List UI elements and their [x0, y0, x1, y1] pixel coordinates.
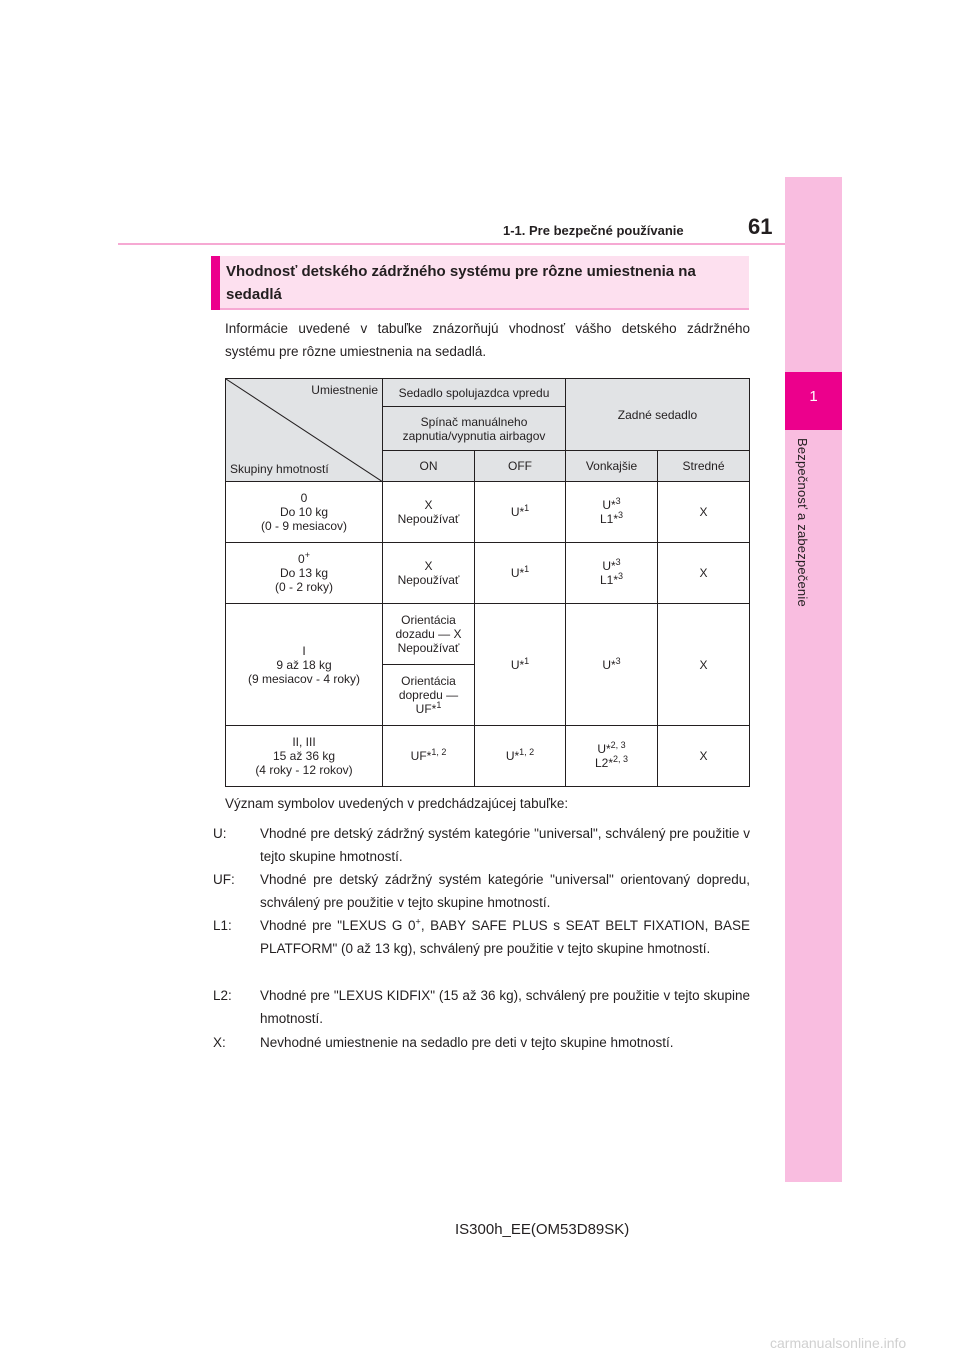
row-group-i — [226, 604, 383, 726]
cell-outer — [566, 726, 658, 787]
legend-title: Význam symbolov uvedených v predchádzajúcej tabuľke: — [225, 796, 569, 811]
legend-key: L2: — [213, 988, 232, 1003]
footnote-ref: 3 — [618, 510, 624, 520]
legend-key: L1: — [213, 918, 232, 933]
orientation-value: dopredu — — [398, 688, 459, 702]
airbag-switch-header — [383, 407, 566, 451]
group-label: I — [302, 643, 306, 658]
legend-text-sup: + — [415, 916, 421, 927]
group-weight: Do 10 kg — [279, 505, 329, 519]
legend-key: U: — [213, 826, 227, 841]
footnote-ref: 3 — [615, 655, 621, 666]
symbol-u: U — [510, 505, 520, 519]
group-age: (9 mesiacov - 4 roky) — [247, 671, 361, 686]
legend-item-u — [213, 822, 750, 868]
not-used-text: Nepoužívať — [397, 573, 460, 587]
symbol-u: U — [597, 742, 606, 756]
footnote-ref: 3 — [615, 557, 621, 567]
footnote-ref: 2, 3 — [613, 754, 629, 764]
footnote-ref: 3 — [615, 496, 621, 506]
callout-bar — [211, 256, 220, 310]
suitability-table — [225, 378, 750, 787]
group-age: (4 roky - 12 rokov) — [255, 763, 353, 777]
group-weight: 15 až 36 kg — [272, 749, 336, 763]
orientation-text: Orientácia — [401, 613, 456, 627]
symbol-x: X — [424, 498, 433, 512]
legend-text-part: , BABY SAFE PLUS s SEAT BELT FIXATION, BASE PLATFORM" (0 až 13 kg), schválený pre použitie v tejto skupine hmotností. — [260, 918, 750, 956]
symbol-u: U — [602, 559, 611, 573]
rear-seat-header: Zadné sedadlo — [566, 379, 750, 451]
footnote-star: * — [613, 573, 618, 587]
not-used-text: Nepoužívať — [397, 641, 460, 655]
chapter-number: 1 — [809, 388, 818, 405]
footnote-ref: 1 — [524, 655, 530, 666]
group-age: (0 - 2 roky) — [274, 580, 333, 594]
footnote-ref: 3 — [618, 571, 624, 581]
footnote-star: * — [610, 498, 616, 512]
footnote-star: * — [613, 512, 618, 526]
header-rule — [118, 243, 785, 245]
legend-text — [260, 914, 750, 960]
footnote-star: * — [514, 749, 520, 763]
footnote-ref: 1, 2 — [431, 747, 447, 757]
legend-key: UF: — [213, 872, 235, 887]
group-weight: 9 až 18 kg — [276, 657, 332, 672]
airbag-switch-line1: Spínač manuálneho — [420, 414, 528, 429]
side-strip — [785, 177, 842, 1182]
legend-text: Vhodné pre detský zádržný systém kategórie "universal" orientovaný dopredu, schválený pre použitie v tejto skupine hmotností. — [260, 872, 750, 910]
symbol-l1: L1 — [599, 573, 614, 587]
cell-on-rear-facing — [383, 604, 475, 665]
page-number: 61 — [748, 214, 773, 239]
chapter-label: Bezpečnosť a zabezpečenie — [795, 438, 810, 607]
footnote-star: * — [519, 505, 525, 519]
cell-off — [475, 726, 566, 787]
col-on: ON — [383, 451, 475, 482]
front-seat-header: Sedadlo spolujazdca vpredu — [383, 379, 566, 407]
legend-text: Vhodné pre detský zádržný systém kategórie "universal", schválený pre použitie v tejto skupine hmotností. — [260, 826, 750, 864]
running-title: 1-1. Pre bezpečné používanie — [503, 223, 684, 238]
group-label: 0 — [300, 491, 308, 505]
legend-item-x — [213, 1031, 750, 1054]
symbol-u: U — [505, 749, 515, 763]
cell-center: X — [658, 482, 750, 543]
cell-center: X — [658, 543, 750, 604]
orientation-text: Orientácia — [401, 674, 456, 688]
cell-center: X — [658, 604, 750, 726]
legend-item-uf — [213, 868, 750, 914]
corner-weight-label: Skupiny hmotností — [230, 462, 329, 476]
legend-text: Vhodné pre "LEXUS KIDFIX" (15 až 36 kg), schválený pre použitie v tejto skupine hmotností. — [260, 988, 750, 1026]
intro-paragraph: Informácie uvedené v tabuľke znázorňujú vhodnosť vášho detského zádržného systému pre rôzne umiestnenia na sedadlá. — [225, 321, 750, 359]
footnote-star: * — [605, 742, 611, 756]
col-off: OFF — [475, 451, 566, 482]
col-center: Stredné — [658, 451, 750, 482]
watermark: carmanualsonline.info — [770, 1335, 907, 1351]
symbol-u: U — [602, 498, 611, 512]
footnote-star: * — [426, 749, 432, 763]
airbag-switch-line2: zapnutia/vypnutia airbagov — [402, 428, 546, 443]
legend-item-l2 — [213, 984, 750, 1030]
group-weight: Do 13 kg — [279, 566, 329, 580]
footnote-star: * — [431, 702, 437, 716]
cell-on — [383, 543, 475, 604]
cell-outer — [566, 543, 658, 604]
symbol-uf: UF — [410, 749, 427, 763]
orientation-value: dozadu — X — [395, 627, 462, 641]
not-used-text: Nepoužívať — [397, 512, 460, 526]
footnote-ref: 2, 3 — [610, 740, 626, 750]
group-age: (0 - 9 mesiacov) — [260, 519, 348, 533]
row-group-ii-iii — [226, 726, 383, 787]
cell-off — [475, 482, 566, 543]
group-sup: + — [304, 550, 310, 560]
cell-off — [475, 543, 566, 604]
footnote-ref: 1 — [524, 564, 530, 574]
section-callout — [211, 256, 749, 310]
footnote-star: * — [610, 559, 616, 573]
row-group-0-plus — [226, 543, 383, 604]
footnote-ref: 1 — [524, 503, 530, 513]
legend-item-l1 — [213, 914, 750, 960]
cell-on — [383, 726, 475, 787]
symbol-u: U — [510, 657, 520, 672]
group-label: 0 — [298, 552, 305, 566]
legend-text: Nevhodné umiestnenie na sedadlo pre deti v tejto skupine hmotností. — [260, 1035, 674, 1050]
footnote-star: * — [519, 566, 525, 580]
cell-on — [383, 482, 475, 543]
section-title: Vhodnosť detského zádržného systému pre rôzne umiestnenia na sedadlá — [226, 263, 696, 303]
cell-outer — [566, 482, 658, 543]
cell-outer — [566, 604, 658, 726]
table-corner-cell — [226, 379, 383, 482]
document-code: IS300h_EE(OM53D89SK) — [455, 1221, 630, 1238]
legend-text-part: Vhodné pre "LEXUS G 0 — [260, 918, 416, 933]
footnote-ref: 1, 2 — [519, 747, 535, 757]
footnote-star: * — [610, 657, 616, 672]
symbol-l2: L2 — [594, 756, 609, 770]
footnote-star: * — [519, 657, 525, 672]
symbol-uf: UF — [415, 702, 432, 716]
footnote-ref: 1 — [436, 700, 442, 710]
symbol-u: U — [602, 657, 611, 672]
cell-on-forward-facing — [383, 665, 475, 726]
corner-location-label: Umiestnenie — [311, 383, 378, 397]
symbol-l1: L1 — [599, 512, 614, 526]
symbol-x: X — [424, 559, 433, 573]
cell-center: X — [658, 726, 750, 787]
group-label: II, III — [292, 735, 316, 749]
cell-off — [475, 604, 566, 726]
legend-key: X: — [213, 1035, 226, 1050]
symbol-u: U — [510, 566, 520, 580]
col-outer: Vonkajšie — [566, 451, 658, 482]
row-group-0 — [226, 482, 383, 543]
footnote-star: * — [608, 756, 613, 770]
